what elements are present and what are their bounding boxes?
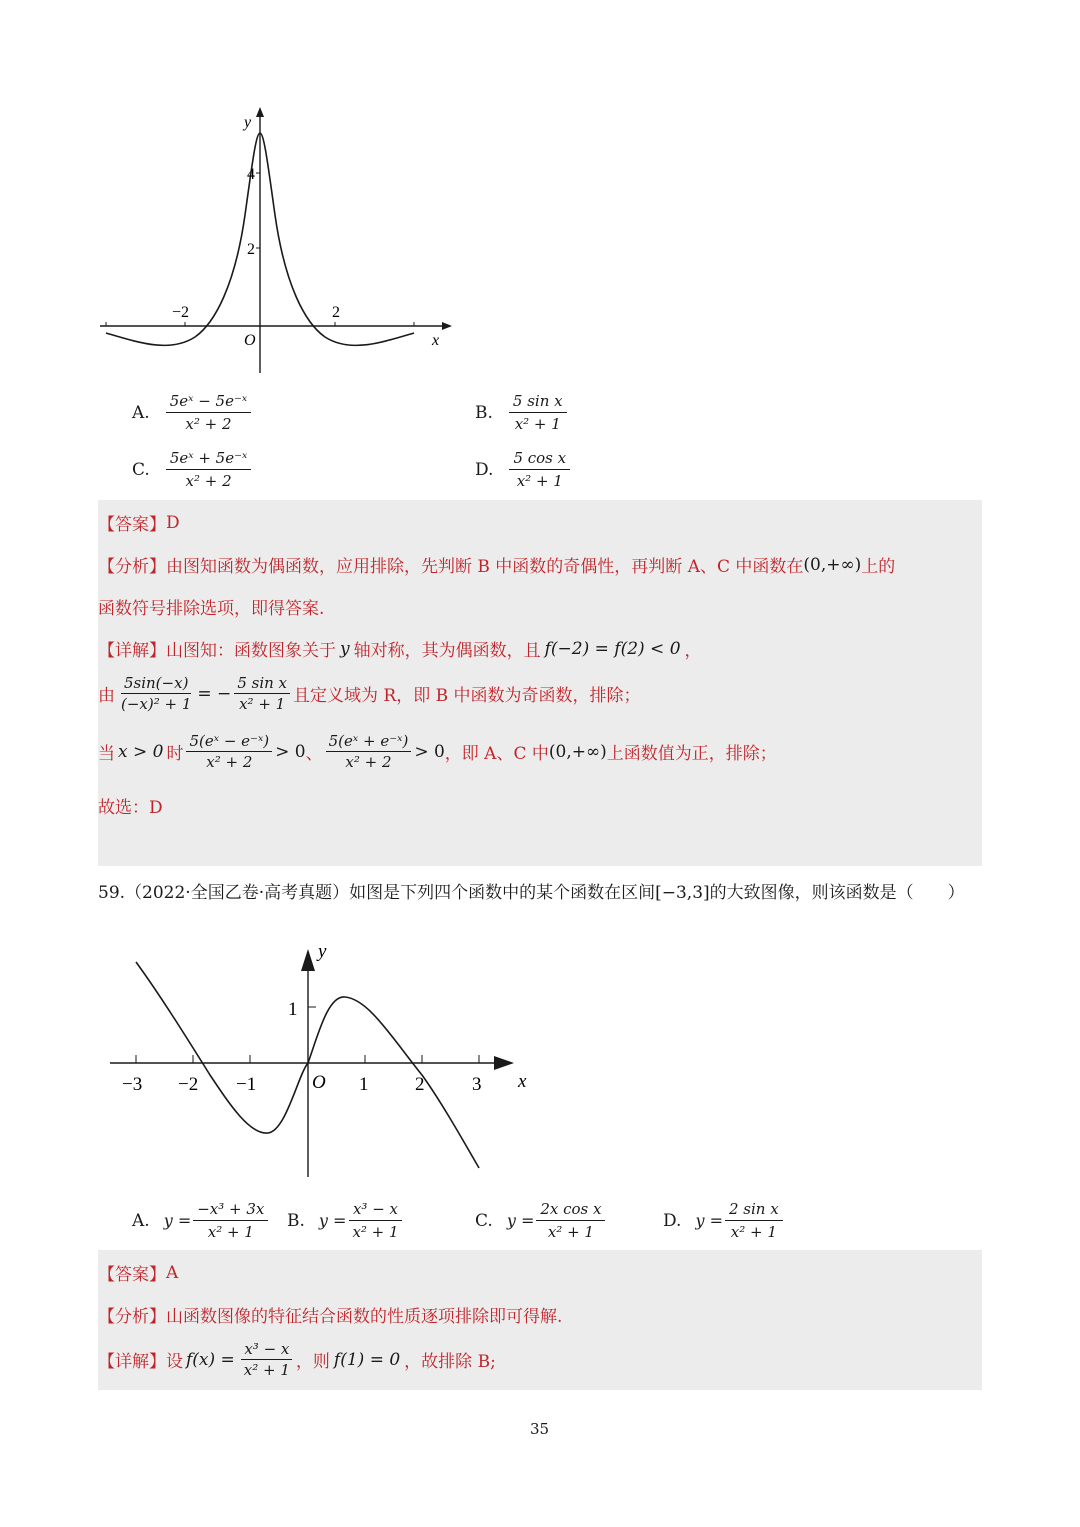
- q59-option-a-lhs: y =: [163, 1211, 192, 1230]
- q59-option-a-fraction: $\frac{\text{−x³ + 3x}}{\text{x² + 1}}$: [193, 1200, 268, 1241]
- detail-text-3-post2: 上函数值为正，排除；: [606, 744, 777, 764]
- answer-line-59: [98, 1260, 178, 1285]
- detail-gt-3a: > 0: [275, 741, 306, 762]
- option-a-fraction: $\frac{\text{5eˣ − 5e⁻ˣ}}{\text{x² + 2}}$: [166, 392, 252, 433]
- choose-text: 故选：D: [98, 798, 163, 818]
- detail-line-2: [98, 674, 641, 713]
- detail-text-1b: 轴对称，其为偶函数，且: [353, 641, 541, 661]
- tick-x-2: 2: [332, 304, 340, 321]
- origin-label: O: [244, 332, 256, 349]
- q59-option-b-lhs: y =: [318, 1211, 347, 1230]
- detail-mid-59: ，则: [295, 1352, 330, 1372]
- q59-option-a-label: A.: [132, 1210, 150, 1231]
- y-axis-label: y: [318, 941, 327, 962]
- page-number: 35: [530, 1420, 550, 1438]
- origin-label: O: [312, 1072, 326, 1093]
- option-b-fraction: $\frac{\text{5 sin x}}{\text{x² + 1}}$: [509, 392, 567, 433]
- tick-y-2: 2: [247, 241, 255, 258]
- option-b-label: B.: [475, 402, 493, 423]
- y-axis-label: y: [244, 114, 252, 131]
- detail-f-59: f(x) =: [186, 1349, 235, 1370]
- q59-option-a[interactable]: [132, 1200, 270, 1241]
- q59-option-b-fraction: $\frac{\text{x³ − x}}{\text{x² + 1}}$: [348, 1200, 402, 1241]
- x-axis-label: x: [432, 332, 440, 349]
- q59-option-c-label: C.: [475, 1210, 493, 1231]
- detail-fraction-3b: 5(eˣ + e⁻ˣ) x² + 2: [326, 732, 412, 771]
- q59-option-d-label: D.: [663, 1210, 682, 1231]
- y-axis-arrow: [256, 107, 264, 117]
- q59-option-c[interactable]: [475, 1200, 607, 1241]
- interval-math: (0,+∞): [803, 554, 862, 575]
- detail-line-3: [98, 732, 777, 771]
- detail-gt-3b: > 0: [414, 741, 445, 762]
- x-axis-label: x: [518, 1071, 527, 1092]
- analysis-tag-59: 【分析】: [98, 1307, 166, 1327]
- analysis-text-2: 函数符号排除选项，即得答案.: [98, 599, 325, 619]
- q59-option-d-fraction: $\frac{\text{2 sin x}}{\text{x² + 1}}$: [725, 1200, 783, 1241]
- q59-option-c-fraction: $\frac{\text{2x cos x}}{\text{x² + 1}}$: [536, 1200, 605, 1241]
- answer-box-58: [98, 500, 982, 866]
- detail-text-3-shi: 时: [166, 744, 184, 764]
- option-c-label: C.: [132, 459, 150, 480]
- tick-x-neg2: −2: [178, 1074, 199, 1095]
- graph-figure-2: [100, 935, 540, 1185]
- detail-text-1c: ，: [684, 641, 702, 661]
- option-a-label: A.: [132, 402, 150, 423]
- q59-option-c-lhs: y =: [506, 1211, 535, 1230]
- detail-text-3-pre: 当: [98, 744, 115, 764]
- detail-fraction-2a: $\frac{5\sin(-x)}{\text{(−x)² + 1}}$: [121, 674, 192, 713]
- analysis-text-1: 由图知函数为偶函数，应用排除，先判断 B 中函数的奇偶性，再判断 A、C 中函数在: [166, 557, 804, 577]
- answer-value: D: [166, 512, 180, 533]
- tick-x-2: 2: [415, 1074, 425, 1095]
- q59-option-b[interactable]: [287, 1200, 405, 1241]
- answer-tag-59: 【答案】: [98, 1265, 166, 1285]
- tick-y-1: 1: [288, 999, 298, 1020]
- analysis-text-59: 山函数图像的特征结合函数的性质逐项排除即可得解.: [166, 1307, 563, 1327]
- q59-option-d[interactable]: [663, 1200, 785, 1241]
- detail-text-3-post1: ，即 A、C 中: [444, 744, 549, 764]
- option-c-fraction: $\frac{\text{5eˣ + 5e⁻ˣ}}{\text{x² + 2}}$: [166, 449, 252, 490]
- analysis-tag: 【分析】: [98, 557, 166, 577]
- tick-x-neg3: −3: [122, 1074, 143, 1095]
- detail-math-1: f(−2) = f(2) < 0: [544, 638, 681, 659]
- q59-option-b-label: B.: [287, 1210, 305, 1231]
- answer-value-59: A: [166, 1262, 179, 1283]
- detail-text-1a: 山图知：函数图象关于: [166, 641, 336, 661]
- detail-post-59: ，故排除 B;: [404, 1352, 496, 1372]
- analysis-text-1b: 上的: [861, 557, 896, 577]
- tick-x-neg2: −2: [172, 304, 190, 321]
- option-a[interactable]: [132, 392, 253, 433]
- detail-interval-3: (0,+∞): [548, 741, 607, 762]
- option-d-label: D.: [475, 459, 494, 480]
- question-59-text: 59.（2022·全国乙卷·高考真题）如图是下列四个函数中的某个函数在区间[−3,3]的大致图像，则该函数是（ ）: [98, 883, 965, 903]
- option-d-fraction: $\frac{\text{5 cos x}}{\text{x² + 1}}$: [509, 449, 570, 490]
- detail-pre-59: 设: [166, 1352, 183, 1372]
- tick-y-4: 4: [247, 166, 255, 183]
- detail-tag-59: 【详解】: [98, 1352, 166, 1372]
- option-d[interactable]: [475, 449, 572, 490]
- option-c[interactable]: [132, 449, 253, 490]
- analysis-line-1: [98, 552, 895, 577]
- analysis-line-2: [98, 594, 324, 619]
- detail-fraction-59: $\frac{\text{x³ − x}}{\text{x² + 1}}$: [241, 1340, 293, 1379]
- detail-fraction-2b: $\frac{\text{5 sin x}}{\text{x² + 1}}$: [234, 674, 290, 713]
- tick-x-1: 1: [359, 1074, 369, 1095]
- detail-y-math: y: [340, 638, 350, 659]
- detail-fraction-3a: 5(eˣ − e⁻ˣ) x² + 2: [186, 732, 272, 771]
- detail-eq-2: = −: [197, 683, 232, 704]
- y-axis-arrow: [301, 949, 315, 971]
- detail-line-1: [98, 636, 702, 661]
- tick-x-3: 3: [472, 1074, 482, 1095]
- detail-cond-3: x > 0: [118, 741, 164, 762]
- analysis-line-59: [98, 1302, 562, 1327]
- detail-tag: 【详解】: [98, 641, 166, 661]
- graph-figure-1: [90, 105, 460, 385]
- option-b[interactable]: [475, 392, 569, 433]
- detail-line-59: [98, 1340, 496, 1379]
- detail-text-2-post: 且定义域为 R，即 B 中函数为奇函数，排除；: [293, 686, 641, 706]
- choose-line: [98, 793, 163, 818]
- q59-option-d-lhs: y =: [695, 1211, 723, 1230]
- tick-x-neg1: −1: [236, 1074, 257, 1095]
- detail-sep-3: 、: [305, 744, 323, 764]
- x-axis-arrow: [494, 1056, 514, 1070]
- detail-text-2-pre: 由: [98, 686, 115, 706]
- answer-box-59: [98, 1250, 982, 1390]
- answer-line: [98, 510, 180, 535]
- detail-math-59: f(1) = 0: [333, 1349, 401, 1370]
- answer-tag: 【答案】: [98, 515, 166, 535]
- x-axis-arrow: [442, 322, 452, 330]
